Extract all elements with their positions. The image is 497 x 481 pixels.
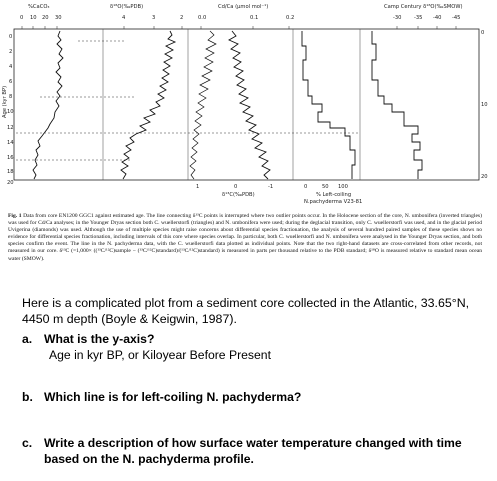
- tick-label: 4: [122, 15, 126, 21]
- tick-label: 20: [7, 180, 14, 186]
- tick-label: 0: [481, 30, 485, 36]
- camp-century-curve: [372, 31, 422, 179]
- y-axis-right: [481, 30, 488, 180]
- caption-text: Data from core EN1200 GGC1 against estimated age. The line connecting δ¹³C points is interrupted where two outlier points occur. In the Holocene section of the core, N. umbonifera (inverted triangles) was used for Cd/Ca analyses; in the Younger Dryas section both C. wuellerstorfi (triangles) and N. umbonifera were used; during the deglacial transition, only C. wuellerstorfi was used, and in the glacial period Uvigerina (diamonds) was used. Although the use of multiple species might raise concerns about differential species fractionation, the analysis of several hundred paired samples of these species shows no evidence for differential species fractionation, including intervals of this core where species overlap. In particular, both C. wuellerstorfi and N. umbonifera were analysed in the Younger Dryas section, and both species confirm the event. The line in the N. pachyderma data, with the C. wuellerstorfi data plotted as individual points. Note that the two right-hand datasets are cross-correlated from other records, not measured in our core. δ¹³C (=1,000× ((¹³C/¹²C)sample − (¹³C/¹²C)standard)/(¹³C/¹²C)standard) is measured in parts per thousand relative to the PDB standard; δ¹⁸O is measured relative to standard mean ocean water (SMOW).: [8, 213, 482, 262]
- tick-label: 6: [9, 79, 13, 85]
- tick-label: 10: [7, 109, 14, 115]
- y-axis-label: Age (kyr BP): [2, 85, 8, 118]
- caco3-title: %CaCO₃: [28, 4, 50, 10]
- tick-label: 2: [9, 49, 13, 55]
- tick-label: 0.0: [198, 15, 207, 21]
- tick-label: 50: [322, 184, 329, 190]
- tick-label: 4: [9, 64, 13, 70]
- y-axis-left: [7, 34, 14, 186]
- bottom-axis-pachyderma: [304, 184, 362, 205]
- tick-label: 12: [7, 125, 14, 131]
- tick-label: 0.1: [250, 15, 259, 21]
- question-text: What is the y-axis?: [44, 332, 155, 346]
- tick-label: 0: [234, 184, 238, 190]
- tick-label: 10: [30, 15, 37, 21]
- tick-label: 16: [7, 155, 14, 161]
- tick-label: 0.2: [286, 15, 295, 21]
- tick-label: 1: [196, 184, 200, 190]
- figure-number: Fig. 1: [8, 213, 22, 219]
- pachyderma-curve: [302, 31, 355, 179]
- tick-label: -45: [452, 15, 461, 21]
- tick-label: 0: [304, 184, 308, 190]
- bottom-axis-d13c: [196, 184, 273, 198]
- tick-label: 3: [152, 15, 156, 21]
- top-axis-camp: [393, 15, 460, 21]
- camp-century-title: Camp Century δ¹⁸O(‰SMOW): [384, 4, 463, 10]
- cdca-title: Cd/Ca (μmol mol⁻¹): [218, 4, 269, 10]
- figure-svg: [0, 0, 497, 213]
- cdca-curve: [229, 31, 270, 179]
- pachyderma-core-label: N.pachyderma V23-81: [304, 199, 363, 205]
- tick-label: -1: [268, 184, 274, 190]
- tick-label: 2: [180, 15, 184, 21]
- pachyderma-axis-label: % Left-coiling: [316, 192, 352, 198]
- question-a: [22, 332, 492, 348]
- tick-label: -35: [414, 15, 423, 21]
- tick-label: 0: [20, 15, 24, 21]
- tick-label: 10: [481, 102, 488, 108]
- top-axis-cdca: [198, 15, 294, 21]
- tick-label: 20: [481, 174, 488, 180]
- intro-text: Here is a complicated plot from a sediment core collected in the Atlantic, 33.65°N, 4450 m depth (Boyle & Keigwin, 1987).: [22, 296, 470, 326]
- tick-label: 0: [9, 34, 13, 40]
- tick-label: 18: [7, 169, 14, 175]
- tick-label: 14: [7, 140, 14, 146]
- d13c-axis-label: δ¹³C(‰PDB): [222, 192, 255, 198]
- tick-label: 20: [42, 15, 49, 21]
- d18o-title: δ¹⁸O(‰PDB): [110, 4, 144, 10]
- question-text: Which line is for left-coiling N. pachyderma?: [44, 390, 302, 404]
- question-letter: a.: [22, 332, 33, 346]
- question-text: Write a description of how surface water temperature changed with time based on the N. pachyderma profile.: [44, 436, 462, 466]
- d13c-curve: [190, 31, 216, 179]
- question-letter: c.: [22, 436, 33, 450]
- tick-label: 30: [55, 15, 62, 21]
- answer-a: Age in kyr BP, or Kiloyear Before Present: [49, 348, 271, 362]
- tick-label: -40: [433, 15, 442, 21]
- question-c: [22, 436, 492, 467]
- figure-caption: [8, 213, 482, 263]
- question-letter: b.: [22, 390, 33, 404]
- tick-label: 8: [9, 94, 13, 100]
- d18o-curve: [121, 31, 175, 179]
- tick-label: -30: [393, 15, 402, 21]
- top-axis-d18o: [122, 15, 183, 21]
- tick-label: 100: [338, 184, 348, 190]
- question-b: [22, 390, 492, 406]
- caco3-curve: [33, 31, 63, 179]
- top-axis-caco3: [20, 15, 62, 21]
- plot-frame: [14, 29, 479, 180]
- top-tick-marks: [22, 26, 456, 29]
